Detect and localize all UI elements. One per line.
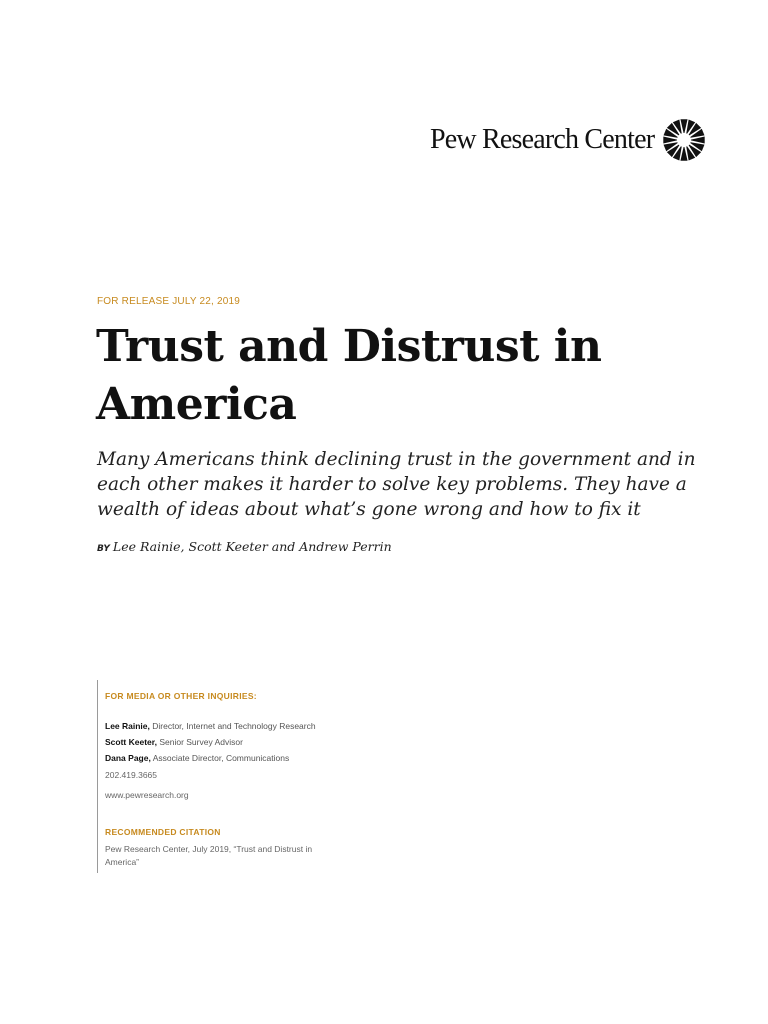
citation-line: Pew Research Center, July 2019, “Trust and Distrust in	[105, 844, 313, 854]
title-line: America	[96, 379, 297, 430]
logo-ray	[681, 119, 688, 133]
release-date: FOR RELEASE JULY 22, 2019	[97, 296, 241, 307]
contact-name: Lee Rainie,	[105, 721, 150, 731]
byline-by: BY	[97, 544, 110, 554]
contact-name: Scott Keeter,	[105, 737, 157, 747]
contact-role: Associate Director, Communications	[150, 753, 290, 763]
citation-line: America”	[105, 857, 140, 867]
citation-heading: RECOMMENDED CITATION	[105, 827, 221, 837]
contact-panel	[97, 680, 405, 873]
byline	[97, 539, 392, 554]
contact-person	[105, 718, 316, 734]
brand-name: Pew Research Center	[430, 124, 655, 155]
citation-text	[105, 843, 365, 869]
pew-sunburst-icon	[662, 118, 706, 162]
subtitle-line: wealth of ideas about what’s gone wrong and how to fix it	[97, 499, 641, 520]
contact-role: Senior Survey Advisor	[156, 737, 243, 747]
contact-phone: 202.419.3665	[105, 770, 157, 780]
logo-ray	[681, 147, 688, 161]
report-subtitle	[97, 447, 707, 522]
contact-list	[105, 718, 316, 766]
subtitle-line: each other makes it harder to solve key problems. They have a	[97, 474, 687, 495]
masthead	[430, 116, 710, 164]
byline-authors: Lee Rainie, Scott Keeter and Andrew Perrin	[112, 539, 392, 554]
contact-person	[105, 734, 316, 750]
contact-person	[105, 750, 316, 766]
subtitle-line: Many Americans think declining trust in the government and in	[97, 449, 696, 470]
contact-website[interactable]: www.pewresearch.org	[105, 790, 189, 800]
report-title	[96, 318, 716, 434]
contact-name: Dana Page,	[105, 753, 151, 763]
title-line: Trust and Distrust in	[96, 321, 602, 372]
contact-heading: FOR MEDIA OR OTHER INQUIRIES:	[105, 691, 257, 701]
logo-ray	[691, 136, 705, 143]
contact-role: Director, Internet and Technology Research	[149, 721, 316, 731]
logo-ray	[664, 136, 678, 143]
